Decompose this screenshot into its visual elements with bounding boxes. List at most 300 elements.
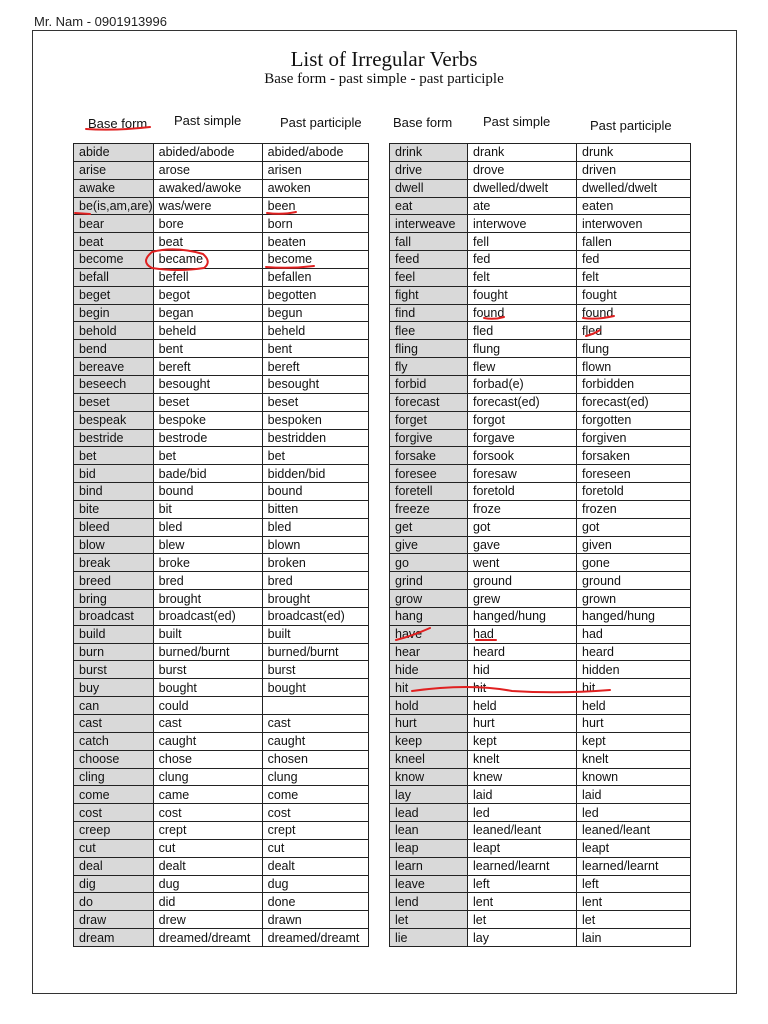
- verb-row-left-beset: [74, 393, 369, 411]
- past-participle-cell: born: [262, 215, 368, 233]
- past-simple-cell: bound: [153, 483, 262, 501]
- header-base-form-right: Base form: [393, 115, 453, 130]
- base-cell: give: [390, 536, 468, 554]
- verb-row-right-lead: [390, 804, 691, 822]
- verb-table-right: [389, 143, 691, 947]
- base-cell: lend: [390, 893, 468, 911]
- past-simple-cell: bought: [153, 679, 262, 697]
- base-cell: catch: [74, 732, 154, 750]
- past-participle-cell: bereft: [262, 358, 368, 376]
- verb-row-right-flee: [390, 322, 691, 340]
- verb-row-left-do: [74, 893, 369, 911]
- base-cell: feed: [390, 251, 468, 269]
- past-participle-cell: bred: [262, 572, 368, 590]
- past-participle-cell: [262, 697, 368, 715]
- past-simple-cell: dreamed/dreamt: [153, 929, 262, 947]
- page-title: List of Irregular Verbs: [290, 47, 478, 71]
- past-participle-cell: found: [577, 304, 691, 322]
- base-cell: bend: [74, 340, 154, 358]
- past-simple-cell: bespoke: [153, 411, 262, 429]
- past-participle-cell: beset: [262, 393, 368, 411]
- verb-row-left-build: [74, 625, 369, 643]
- past-participle-cell: fallen: [577, 233, 691, 251]
- past-simple-cell: leaned/leant: [468, 822, 577, 840]
- past-simple-cell: burst: [153, 661, 262, 679]
- verb-row-left-cast: [74, 715, 369, 733]
- past-simple-cell: bred: [153, 572, 262, 590]
- past-participle-cell: chosen: [262, 750, 368, 768]
- base-cell: cast: [74, 715, 154, 733]
- base-cell: grow: [390, 590, 468, 608]
- past-participle-cell: leapt: [577, 839, 691, 857]
- past-simple-cell: held: [468, 697, 577, 715]
- past-simple-cell: chose: [153, 750, 262, 768]
- verb-row-right-hang: [390, 607, 691, 625]
- past-simple-cell: beset: [153, 393, 262, 411]
- past-simple-cell: ground: [468, 572, 577, 590]
- base-cell: dwell: [390, 179, 468, 197]
- base-cell: be(is,am,are): [74, 197, 154, 215]
- verb-row-right-dwell: [390, 179, 691, 197]
- base-cell: bear: [74, 215, 154, 233]
- past-simple-cell: let: [468, 911, 577, 929]
- base-cell: dig: [74, 875, 154, 893]
- past-simple-cell: foresaw: [468, 465, 577, 483]
- past-participle-cell: beaten: [262, 233, 368, 251]
- base-cell: hear: [390, 643, 468, 661]
- past-participle-cell: caught: [262, 732, 368, 750]
- base-cell: bind: [74, 483, 154, 501]
- past-simple-cell: was/were: [153, 197, 262, 215]
- verb-row-right-leave: [390, 875, 691, 893]
- verb-row-left-cling: [74, 768, 369, 786]
- verb-row-right-get: [390, 518, 691, 536]
- past-participle-cell: cast: [262, 715, 368, 733]
- past-participle-cell: driven: [577, 161, 691, 179]
- base-cell: beset: [74, 393, 154, 411]
- past-simple-cell: found: [468, 304, 577, 322]
- base-cell: can: [74, 697, 154, 715]
- past-participle-cell: eaten: [577, 197, 691, 215]
- past-simple-cell: fed: [468, 251, 577, 269]
- base-cell: forgive: [390, 429, 468, 447]
- base-cell: do: [74, 893, 154, 911]
- past-simple-cell: knew: [468, 768, 577, 786]
- verb-row-left-come: [74, 786, 369, 804]
- past-simple-cell: besought: [153, 375, 262, 393]
- base-cell: hurt: [390, 715, 468, 733]
- verb-row-left-bleed: [74, 518, 369, 536]
- verb-row-right-leap: [390, 839, 691, 857]
- past-participle-cell: built: [262, 625, 368, 643]
- past-participle-cell: fought: [577, 286, 691, 304]
- base-cell: abide: [74, 144, 154, 162]
- base-cell: freeze: [390, 500, 468, 518]
- past-simple-cell: leapt: [468, 839, 577, 857]
- verb-row-left-burst: [74, 661, 369, 679]
- base-cell: blow: [74, 536, 154, 554]
- past-simple-cell: fled: [468, 322, 577, 340]
- base-cell: leap: [390, 839, 468, 857]
- verb-row-left-dream: [74, 929, 369, 947]
- past-simple-cell: could: [153, 697, 262, 715]
- past-simple-cell: cost: [153, 804, 262, 822]
- verb-row-right-learn: [390, 857, 691, 875]
- base-cell: lead: [390, 804, 468, 822]
- base-cell: hold: [390, 697, 468, 715]
- base-cell: bleed: [74, 518, 154, 536]
- base-cell: creep: [74, 822, 154, 840]
- base-cell: lean: [390, 822, 468, 840]
- past-participle-cell: drunk: [577, 144, 691, 162]
- base-cell: beget: [74, 286, 154, 304]
- verb-row-left-can: [74, 697, 369, 715]
- verb-row-left-cut: [74, 839, 369, 857]
- past-participle-cell: dealt: [262, 857, 368, 875]
- past-simple-cell: drew: [153, 911, 262, 929]
- past-simple-cell: bled: [153, 518, 262, 536]
- base-cell: forbid: [390, 375, 468, 393]
- verb-row-right-fight: [390, 286, 691, 304]
- past-participle-cell: flown: [577, 358, 691, 376]
- past-simple-cell: foretold: [468, 483, 577, 501]
- header-past-participle-right: Past participle: [590, 118, 672, 133]
- past-participle-cell: burned/burnt: [262, 643, 368, 661]
- past-simple-cell: lent: [468, 893, 577, 911]
- base-cell: beat: [74, 233, 154, 251]
- base-cell: fling: [390, 340, 468, 358]
- verb-row-left-broadcast: [74, 607, 369, 625]
- base-cell: cling: [74, 768, 154, 786]
- past-participle-cell: bestridden: [262, 429, 368, 447]
- verb-row-right-fly: [390, 358, 691, 376]
- past-simple-cell: froze: [468, 500, 577, 518]
- base-cell: hang: [390, 607, 468, 625]
- past-simple-cell: hit: [468, 679, 577, 697]
- verb-row-left-begin: [74, 304, 369, 322]
- past-participle-cell: forbidden: [577, 375, 691, 393]
- base-cell: fall: [390, 233, 468, 251]
- past-simple-cell: forecast(ed): [468, 393, 577, 411]
- verb-row-left-draw: [74, 911, 369, 929]
- past-participle-cell: leaned/leant: [577, 822, 691, 840]
- base-cell: eat: [390, 197, 468, 215]
- past-participle-cell: done: [262, 893, 368, 911]
- past-simple-cell: led: [468, 804, 577, 822]
- past-simple-cell: fought: [468, 286, 577, 304]
- past-participle-cell: foreseen: [577, 465, 691, 483]
- past-participle-cell: bespoken: [262, 411, 368, 429]
- base-cell: feel: [390, 268, 468, 286]
- past-participle-cell: been: [262, 197, 368, 215]
- past-simple-cell: began: [153, 304, 262, 322]
- base-cell: behold: [74, 322, 154, 340]
- base-cell: forsake: [390, 447, 468, 465]
- past-simple-cell: cut: [153, 839, 262, 857]
- past-simple-cell: caught: [153, 732, 262, 750]
- past-simple-cell: hurt: [468, 715, 577, 733]
- base-cell: come: [74, 786, 154, 804]
- past-participle-cell: led: [577, 804, 691, 822]
- past-simple-cell: blew: [153, 536, 262, 554]
- verb-row-right-drink: [390, 144, 691, 162]
- verb-row-left-awake: [74, 179, 369, 197]
- verb-row-right-foretell: [390, 483, 691, 501]
- base-cell: fly: [390, 358, 468, 376]
- verb-row-right-forsake: [390, 447, 691, 465]
- past-participle-cell: ground: [577, 572, 691, 590]
- past-simple-cell: went: [468, 554, 577, 572]
- base-cell: foretell: [390, 483, 468, 501]
- past-participle-cell: forgotten: [577, 411, 691, 429]
- verb-row-right-forbid: [390, 375, 691, 393]
- base-cell: choose: [74, 750, 154, 768]
- verb-row-right-grind: [390, 572, 691, 590]
- base-cell: foresee: [390, 465, 468, 483]
- verb-row-left-creep: [74, 822, 369, 840]
- base-cell: lay: [390, 786, 468, 804]
- base-cell: buy: [74, 679, 154, 697]
- past-participle-cell: besought: [262, 375, 368, 393]
- past-participle-cell: blown: [262, 536, 368, 554]
- verb-row-right-eat: [390, 197, 691, 215]
- header-past-simple-left: Past simple: [174, 113, 242, 128]
- past-simple-cell: drove: [468, 161, 577, 179]
- base-cell: forget: [390, 411, 468, 429]
- past-simple-cell: built: [153, 625, 262, 643]
- past-simple-cell: got: [468, 518, 577, 536]
- base-cell: become: [74, 251, 154, 269]
- base-cell: break: [74, 554, 154, 572]
- verb-row-left-break: [74, 554, 369, 572]
- past-simple-cell: broadcast(ed): [153, 607, 262, 625]
- past-simple-cell: did: [153, 893, 262, 911]
- past-simple-cell: laid: [468, 786, 577, 804]
- past-participle-cell: bidden/bid: [262, 465, 368, 483]
- verb-row-left-blow: [74, 536, 369, 554]
- past-simple-cell: kept: [468, 732, 577, 750]
- past-participle-cell: hanged/hung: [577, 607, 691, 625]
- verb-row-right-lean: [390, 822, 691, 840]
- past-participle-cell: bitten: [262, 500, 368, 518]
- base-cell: find: [390, 304, 468, 322]
- past-simple-cell: abided/abode: [153, 144, 262, 162]
- verb-row-left-bespeak: [74, 411, 369, 429]
- base-cell: bestride: [74, 429, 154, 447]
- past-simple-cell: cast: [153, 715, 262, 733]
- past-participle-cell: begotten: [262, 286, 368, 304]
- base-cell: deal: [74, 857, 154, 875]
- base-cell: broadcast: [74, 607, 154, 625]
- verb-row-left-befall: [74, 268, 369, 286]
- header-past-simple-right: Past simple: [483, 114, 551, 129]
- past-participle-cell: left: [577, 875, 691, 893]
- verb-row-right-go: [390, 554, 691, 572]
- past-simple-cell: interwove: [468, 215, 577, 233]
- past-simple-cell: knelt: [468, 750, 577, 768]
- verb-row-left-bite: [74, 500, 369, 518]
- base-cell: awake: [74, 179, 154, 197]
- past-simple-cell: bit: [153, 500, 262, 518]
- verb-row-right-freeze: [390, 500, 691, 518]
- verb-row-left-choose: [74, 750, 369, 768]
- verb-row-right-forecast: [390, 393, 691, 411]
- past-participle-cell: awoken: [262, 179, 368, 197]
- verb-row-right-drive: [390, 161, 691, 179]
- verb-row-left-be-is-am-are-: [74, 197, 369, 215]
- past-simple-cell: flung: [468, 340, 577, 358]
- past-participle-cell: fled: [577, 322, 691, 340]
- past-simple-cell: begot: [153, 286, 262, 304]
- past-simple-cell: bet: [153, 447, 262, 465]
- verb-row-right-let: [390, 911, 691, 929]
- author-contact: Mr. Nam - 0901913996: [34, 14, 167, 29]
- past-simple-cell: learned/learnt: [468, 857, 577, 875]
- past-participle-cell: beheld: [262, 322, 368, 340]
- past-simple-cell: hid: [468, 661, 577, 679]
- past-participle-cell: forsaken: [577, 447, 691, 465]
- past-participle-cell: interwoven: [577, 215, 691, 233]
- base-cell: know: [390, 768, 468, 786]
- past-participle-cell: given: [577, 536, 691, 554]
- verb-row-left-become: [74, 251, 369, 269]
- past-participle-cell: hurt: [577, 715, 691, 733]
- verb-row-left-bet: [74, 447, 369, 465]
- past-simple-cell: bent: [153, 340, 262, 358]
- verb-row-left-beseech: [74, 375, 369, 393]
- past-participle-cell: bet: [262, 447, 368, 465]
- base-cell: dream: [74, 929, 154, 947]
- past-participle-cell: bought: [262, 679, 368, 697]
- past-simple-cell: awaked/awoke: [153, 179, 262, 197]
- past-participle-cell: dwelled/dwelt: [577, 179, 691, 197]
- verb-row-right-lend: [390, 893, 691, 911]
- past-simple-cell: gave: [468, 536, 577, 554]
- base-cell: drink: [390, 144, 468, 162]
- verb-row-right-hide: [390, 661, 691, 679]
- past-simple-cell: bade/bid: [153, 465, 262, 483]
- past-participle-cell: lain: [577, 929, 691, 947]
- base-cell: get: [390, 518, 468, 536]
- verb-row-right-foresee: [390, 465, 691, 483]
- past-participle-cell: had: [577, 625, 691, 643]
- base-cell: begin: [74, 304, 154, 322]
- verb-row-left-bind: [74, 483, 369, 501]
- base-cell: keep: [390, 732, 468, 750]
- base-cell: bespeak: [74, 411, 154, 429]
- past-simple-cell: heard: [468, 643, 577, 661]
- past-participle-cell: bound: [262, 483, 368, 501]
- base-cell: grind: [390, 572, 468, 590]
- past-participle-cell: forecast(ed): [577, 393, 691, 411]
- base-cell: arise: [74, 161, 154, 179]
- verb-row-left-buy: [74, 679, 369, 697]
- past-simple-cell: forgave: [468, 429, 577, 447]
- past-simple-cell: burned/burnt: [153, 643, 262, 661]
- verb-row-left-breed: [74, 572, 369, 590]
- past-participle-cell: held: [577, 697, 691, 715]
- past-participle-cell: learned/learnt: [577, 857, 691, 875]
- verb-row-left-cost: [74, 804, 369, 822]
- base-cell: go: [390, 554, 468, 572]
- past-participle-cell: bent: [262, 340, 368, 358]
- past-participle-cell: dug: [262, 875, 368, 893]
- past-simple-cell: felt: [468, 268, 577, 286]
- base-cell: leave: [390, 875, 468, 893]
- verb-row-right-forget: [390, 411, 691, 429]
- base-cell: hide: [390, 661, 468, 679]
- past-simple-cell: had: [468, 625, 577, 643]
- past-simple-cell: bereft: [153, 358, 262, 376]
- base-cell: bring: [74, 590, 154, 608]
- base-cell: cut: [74, 839, 154, 857]
- base-cell: let: [390, 911, 468, 929]
- past-participle-cell: heard: [577, 643, 691, 661]
- past-simple-cell: clung: [153, 768, 262, 786]
- past-simple-cell: fell: [468, 233, 577, 251]
- past-simple-cell: forbad(e): [468, 375, 577, 393]
- past-participle-cell: let: [577, 911, 691, 929]
- past-participle-cell: crept: [262, 822, 368, 840]
- past-participle-cell: bled: [262, 518, 368, 536]
- past-participle-cell: befallen: [262, 268, 368, 286]
- past-participle-cell: cut: [262, 839, 368, 857]
- base-cell: learn: [390, 857, 468, 875]
- verb-row-right-hold: [390, 697, 691, 715]
- base-cell: have: [390, 625, 468, 643]
- verb-row-left-burn: [74, 643, 369, 661]
- past-simple-cell: lay: [468, 929, 577, 947]
- verb-row-left-deal: [74, 857, 369, 875]
- verb-row-right-fall: [390, 233, 691, 251]
- past-simple-cell: arose: [153, 161, 262, 179]
- verb-row-right-hit: [390, 679, 691, 697]
- base-cell: cost: [74, 804, 154, 822]
- past-simple-cell: left: [468, 875, 577, 893]
- past-simple-cell: brought: [153, 590, 262, 608]
- verb-row-left-beget: [74, 286, 369, 304]
- verb-row-right-interweave: [390, 215, 691, 233]
- base-cell: burn: [74, 643, 154, 661]
- verb-row-right-give: [390, 536, 691, 554]
- base-cell: interweave: [390, 215, 468, 233]
- base-cell: befall: [74, 268, 154, 286]
- past-participle-cell: forgiven: [577, 429, 691, 447]
- past-participle-cell: foretold: [577, 483, 691, 501]
- past-participle-cell: clung: [262, 768, 368, 786]
- past-simple-cell: bore: [153, 215, 262, 233]
- past-participle-cell: laid: [577, 786, 691, 804]
- verb-row-right-feel: [390, 268, 691, 286]
- past-simple-cell: bestrode: [153, 429, 262, 447]
- past-participle-cell: hidden: [577, 661, 691, 679]
- base-cell: bet: [74, 447, 154, 465]
- verb-row-right-find: [390, 304, 691, 322]
- verb-row-left-bear: [74, 215, 369, 233]
- past-simple-cell: forgot: [468, 411, 577, 429]
- past-simple-cell: became: [153, 251, 262, 269]
- past-participle-cell: come: [262, 786, 368, 804]
- past-participle-cell: lent: [577, 893, 691, 911]
- base-cell: hit: [390, 679, 468, 697]
- past-simple-cell: ate: [468, 197, 577, 215]
- past-simple-cell: flew: [468, 358, 577, 376]
- base-cell: kneel: [390, 750, 468, 768]
- verb-row-left-abide: [74, 144, 369, 162]
- past-participle-cell: knelt: [577, 750, 691, 768]
- past-participle-cell: frozen: [577, 500, 691, 518]
- past-simple-cell: drank: [468, 144, 577, 162]
